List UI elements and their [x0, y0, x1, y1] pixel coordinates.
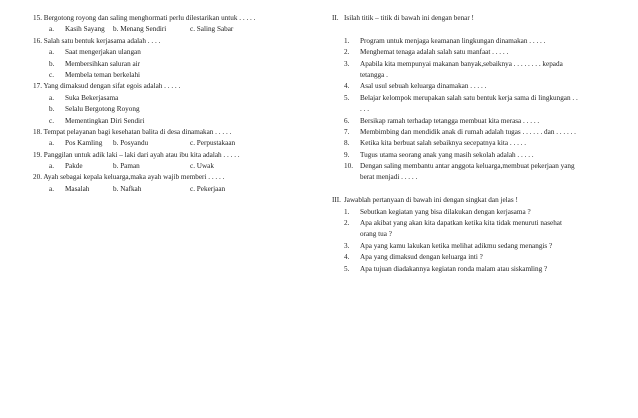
option-c: c. Membela teman berkelahi — [49, 70, 141, 79]
right-column — [332, 15, 622, 277]
option-b: b. Menang Sendiri — [113, 25, 167, 34]
list-item: 2. Apa akibat yang akan kita dapatkan ketika kita tidak menuruti nasehat — [344, 219, 562, 228]
option-a: a. Saat mengerjakan ulangan — [49, 48, 141, 57]
option-b: b. Nafkah — [113, 184, 142, 193]
option-b: b. Selalu Bergotong Royong — [49, 105, 140, 114]
list-item-continuation: orang tua ? — [360, 230, 392, 239]
list-item: 1. Sebutkan kegiatan yang bisa dilakukan dengan kerjasama ? — [344, 207, 531, 216]
option-b: b. Paman — [113, 162, 140, 171]
list-item: 5. Belajar kelompok merupakan salah satu bentuk kerja sama di lingkungan . . — [344, 93, 578, 102]
question-stem: 16. Salah satu bentuk kerjasama adalah . . . . — [33, 36, 161, 45]
option-a: a. Pos Kamling — [49, 139, 103, 148]
option-c: c. Pekerjaan — [190, 184, 226, 193]
list-item: 2. Menghemat tenaga adalah salah satu manfaat . . . . . — [344, 48, 509, 57]
question-stem: 20. Ayah sebagai kepala keluarga,maka ayah wajib memberi . . . . . — [33, 173, 225, 182]
list-item: 7. Membimbing dan mendidik anak di rumah adalah tugas . . . . . . dan . . . . . . — [344, 127, 576, 136]
list-item: 4. Apa yang dimaksud dengan keluarga inti ? — [344, 253, 483, 262]
list-item: 6. Bersikap ramah terhadap tetangga membuat kita merasa . . . . . — [344, 116, 540, 125]
list-item: 8. Ketika kita berbuat salah sebaiknya secepatnya kita . . . . . — [344, 139, 527, 148]
option-a: a. Suka Bekerjasama — [49, 93, 119, 102]
option-c: c. Perpustakaan — [190, 139, 236, 148]
option-b: b. Membersihkan saluran air — [49, 59, 141, 68]
option-b: b. Posyandu — [113, 139, 149, 148]
list-item: 10. Dengan saling membantu antar anggota keluarga,membuat pekerjaan yang — [344, 162, 575, 171]
option-a: a. Kasih Sayang — [49, 25, 105, 34]
list-item: 3. Apa yang kamu lakukan ketika melihat adikmu sedang menangis ? — [344, 241, 553, 250]
list-item-continuation: tetangga . — [360, 70, 388, 79]
options-row — [33, 186, 313, 197]
list-item: 3. Apabila kita mempunyai makanan banyak,sebaiknya . . . . . . . . kepada — [344, 59, 563, 68]
option-c: c. Saling Sabar — [190, 25, 234, 34]
list-item-continuation: berat menjadi . . . . . — [360, 173, 418, 182]
left-column — [33, 15, 313, 197]
section-heading: II. Isilah titik – titik di bawah ini dengan benar ! — [332, 14, 474, 22]
option-c: c. Mementingkan Diri Sendiri — [49, 116, 145, 125]
options-row — [33, 140, 313, 151]
question-stem: 18. Tempat pelayanan bagi kesehatan balita di desa dinamakan . . . . . — [33, 127, 232, 136]
question-stem: 15. Bergotong royong dan saling menghormati perlu dilestarikan untuk . . . . . — [33, 14, 256, 22]
list-item: 1. Program untuk menjaga keamanan lingkungan dinamakan . . . . . — [344, 36, 546, 45]
list-item-continuation: . . . — [360, 105, 369, 114]
question-stem: 17. Yang dimaksud dengan sifat egois adalah . . . . . — [33, 82, 181, 91]
list-item: 5. Apa tujuan diadakannya kegiatan ronda malam atau siskamling ? — [344, 264, 548, 273]
question-stem: 19. Panggilan untuk adik laki – laki dari ayah atau ibu kita adalah . . . . . — [33, 150, 240, 159]
option-a: a. Masalah — [49, 184, 90, 193]
list-item: 4. Asal usul sebuah keluarga dinamakan . . . . . — [344, 82, 487, 91]
option-c: c. Uwak — [190, 162, 214, 171]
section-heading: III. Jawablah pertanyaan di bawah ini dengan singkat dan jelas ! — [332, 196, 518, 205]
list-item: 9. Tugus utama seorang anak yang masih sekolah adalah . . . . . — [344, 150, 534, 159]
option-a: a. Pakde — [49, 162, 83, 171]
